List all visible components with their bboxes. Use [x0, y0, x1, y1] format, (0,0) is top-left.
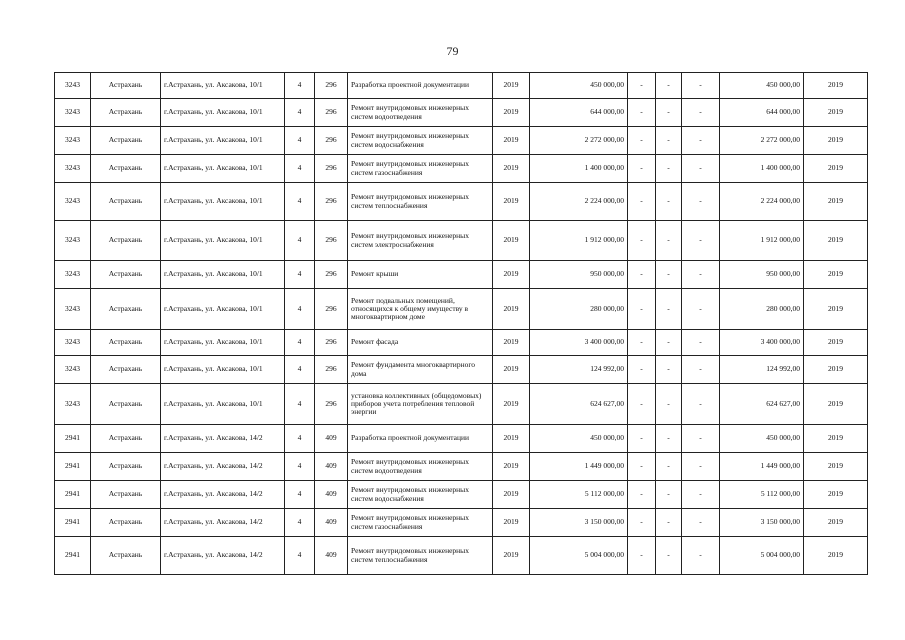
- cell-dash-2: -: [656, 289, 682, 330]
- cell-number: 296: [315, 356, 348, 384]
- cell-number: 296: [315, 261, 348, 289]
- table-row: [55, 425, 868, 453]
- cell-dash-2: -: [656, 155, 682, 183]
- cell-dash-3: -: [682, 384, 720, 425]
- cell-dash-1: -: [628, 155, 656, 183]
- cell-address: г.Астрахань, ул. Аксакова, 14/2: [161, 425, 285, 453]
- cell-address: г.Астрахань, ул. Аксакова, 10/1: [161, 99, 285, 127]
- cell-city: Астрахань: [91, 221, 161, 261]
- cell-total: 3 400 000,00: [720, 330, 804, 356]
- cell-entrances: 4: [285, 221, 315, 261]
- cell-entrances: 4: [285, 73, 315, 99]
- cell-year-2: 2019: [804, 221, 868, 261]
- cell-year-2: 2019: [804, 330, 868, 356]
- cell-dash-1: -: [628, 481, 656, 509]
- cell-dash-3: -: [682, 261, 720, 289]
- cell-number: 296: [315, 99, 348, 127]
- cell-cost: 3 400 000,00: [530, 330, 628, 356]
- cell-year: 2019: [493, 73, 530, 99]
- cell-work-type: Ремонт внутридомовых инженерных систем газоснабжения: [348, 509, 493, 537]
- cell-address: г.Астрахань, ул. Аксакова, 14/2: [161, 509, 285, 537]
- cell-total: 3 150 000,00: [720, 509, 804, 537]
- cell-code: 3243: [55, 289, 91, 330]
- cell-dash-2: -: [656, 261, 682, 289]
- cell-city: Астрахань: [91, 261, 161, 289]
- cell-dash-1: -: [628, 289, 656, 330]
- table-row: [55, 330, 868, 356]
- cell-number: 409: [315, 509, 348, 537]
- cell-city: Астрахань: [91, 183, 161, 221]
- cell-address: г.Астрахань, ул. Аксакова, 14/2: [161, 453, 285, 481]
- cell-entrances: 4: [285, 183, 315, 221]
- cell-cost: 2 224 000,00: [530, 183, 628, 221]
- cell-cost: 644 000,00: [530, 99, 628, 127]
- cell-year-2: 2019: [804, 155, 868, 183]
- cell-number: 296: [315, 127, 348, 155]
- cell-cost: 5 112 000,00: [530, 481, 628, 509]
- cell-dash-1: -: [628, 99, 656, 127]
- cell-city: Астрахань: [91, 356, 161, 384]
- cell-dash-1: -: [628, 330, 656, 356]
- cell-work-type: Разработка проектной документации: [348, 73, 493, 99]
- cell-entrances: 4: [285, 330, 315, 356]
- cell-number: 296: [315, 384, 348, 425]
- cell-entrances: 4: [285, 127, 315, 155]
- cell-number: 409: [315, 481, 348, 509]
- cell-dash-1: -: [628, 221, 656, 261]
- cell-cost: 5 004 000,00: [530, 537, 628, 575]
- cell-city: Астрахань: [91, 99, 161, 127]
- cell-dash-2: -: [656, 453, 682, 481]
- cell-total: 644 000,00: [720, 99, 804, 127]
- cell-dash-1: -: [628, 425, 656, 453]
- cell-dash-1: -: [628, 509, 656, 537]
- cell-dash-3: -: [682, 330, 720, 356]
- cell-dash-2: -: [656, 221, 682, 261]
- cell-dash-2: -: [656, 330, 682, 356]
- cell-total: 5 004 000,00: [720, 537, 804, 575]
- cell-code: 3243: [55, 183, 91, 221]
- cell-city: Астрахань: [91, 537, 161, 575]
- cell-year-2: 2019: [804, 261, 868, 289]
- cell-cost: 1 400 000,00: [530, 155, 628, 183]
- cell-city: Астрахань: [91, 73, 161, 99]
- cell-year-2: 2019: [804, 183, 868, 221]
- cell-entrances: 4: [285, 155, 315, 183]
- cell-code: 3243: [55, 261, 91, 289]
- cell-work-type: Ремонт внутридомовых инженерных систем водоотведения: [348, 453, 493, 481]
- table-row: [55, 509, 868, 537]
- cell-entrances: 4: [285, 384, 315, 425]
- cell-year: 2019: [493, 481, 530, 509]
- cell-dash-3: -: [682, 425, 720, 453]
- cell-year: 2019: [493, 183, 530, 221]
- cell-year-2: 2019: [804, 127, 868, 155]
- cell-city: Астрахань: [91, 330, 161, 356]
- table-row: [55, 261, 868, 289]
- cell-dash-3: -: [682, 481, 720, 509]
- cell-address: г.Астрахань, ул. Аксакова, 10/1: [161, 127, 285, 155]
- table-row: [55, 127, 868, 155]
- cell-entrances: 4: [285, 99, 315, 127]
- cell-cost: 1 912 000,00: [530, 221, 628, 261]
- cell-year: 2019: [493, 425, 530, 453]
- cell-code: 3243: [55, 73, 91, 99]
- cell-number: 296: [315, 155, 348, 183]
- cell-dash-3: -: [682, 221, 720, 261]
- cell-address: г.Астрахань, ул. Аксакова, 10/1: [161, 183, 285, 221]
- cell-work-type: Ремонт крыши: [348, 261, 493, 289]
- cell-total: 2 224 000,00: [720, 183, 804, 221]
- cell-code: 2941: [55, 453, 91, 481]
- cell-dash-2: -: [656, 481, 682, 509]
- cell-city: Астрахань: [91, 289, 161, 330]
- table-row: [55, 453, 868, 481]
- cell-year-2: 2019: [804, 356, 868, 384]
- cell-address: г.Астрахань, ул. Аксакова, 10/1: [161, 330, 285, 356]
- cell-entrances: 4: [285, 261, 315, 289]
- cell-year: 2019: [493, 261, 530, 289]
- cell-address: г.Астрахань, ул. Аксакова, 14/2: [161, 537, 285, 575]
- cell-cost: 1 449 000,00: [530, 453, 628, 481]
- cell-year: 2019: [493, 99, 530, 127]
- cell-number: 296: [315, 221, 348, 261]
- table-row: [55, 99, 868, 127]
- table-row: [55, 537, 868, 575]
- table-row: [55, 481, 868, 509]
- cell-cost: 450 000,00: [530, 73, 628, 99]
- cell-year: 2019: [493, 384, 530, 425]
- cell-work-type: Ремонт фундамента многоквартирного дома: [348, 356, 493, 384]
- cell-number: 409: [315, 425, 348, 453]
- cell-address: г.Астрахань, ул. Аксакова, 10/1: [161, 289, 285, 330]
- cell-dash-2: -: [656, 127, 682, 155]
- cell-dash-3: -: [682, 155, 720, 183]
- cell-number: 296: [315, 289, 348, 330]
- cell-year: 2019: [493, 356, 530, 384]
- cell-dash-2: -: [656, 384, 682, 425]
- table-row: [55, 356, 868, 384]
- cell-work-type: Ремонт внутридомовых инженерных систем газоснабжения: [348, 155, 493, 183]
- table-row: [55, 289, 868, 330]
- cell-address: г.Астрахань, ул. Аксакова, 10/1: [161, 384, 285, 425]
- cell-dash-1: -: [628, 453, 656, 481]
- cell-total: 450 000,00: [720, 73, 804, 99]
- cell-cost: 280 000,00: [530, 289, 628, 330]
- cell-city: Астрахань: [91, 384, 161, 425]
- cell-dash-1: -: [628, 356, 656, 384]
- cell-year: 2019: [493, 509, 530, 537]
- cell-cost: 124 992,00: [530, 356, 628, 384]
- cell-number: 409: [315, 453, 348, 481]
- table-row: [55, 183, 868, 221]
- cell-dash-3: -: [682, 99, 720, 127]
- cell-code: 3243: [55, 221, 91, 261]
- table-row: [55, 384, 868, 425]
- cell-total: 450 000,00: [720, 425, 804, 453]
- cell-city: Астрахань: [91, 425, 161, 453]
- cell-code: 3243: [55, 99, 91, 127]
- cell-address: г.Астрахань, ул. Аксакова, 10/1: [161, 356, 285, 384]
- cell-total: 2 272 000,00: [720, 127, 804, 155]
- cell-year-2: 2019: [804, 73, 868, 99]
- cell-year-2: 2019: [804, 453, 868, 481]
- cell-cost: 450 000,00: [530, 425, 628, 453]
- cell-year-2: 2019: [804, 509, 868, 537]
- table-row: [55, 73, 868, 99]
- cell-work-type: установка коллективных (общедомовых) приборов учета потребления тепловой энергии: [348, 384, 493, 425]
- cell-work-type: Ремонт внутридомовых инженерных систем водоотведения: [348, 99, 493, 127]
- cell-dash-3: -: [682, 537, 720, 575]
- page-number: 79: [446, 44, 459, 58]
- cell-code: 3243: [55, 384, 91, 425]
- cell-code: 3243: [55, 330, 91, 356]
- cell-number: 296: [315, 183, 348, 221]
- cell-number: 296: [315, 73, 348, 99]
- cell-work-type: Ремонт внутридомовых инженерных систем электроснабжения: [348, 221, 493, 261]
- cell-cost: 2 272 000,00: [530, 127, 628, 155]
- cell-dash-3: -: [682, 509, 720, 537]
- cell-cost: 950 000,00: [530, 261, 628, 289]
- cell-work-type: Ремонт внутридомовых инженерных систем теплоснабжения: [348, 183, 493, 221]
- cell-year-2: 2019: [804, 481, 868, 509]
- cell-total: 624 627,00: [720, 384, 804, 425]
- cell-year-2: 2019: [804, 537, 868, 575]
- cell-total: 5 112 000,00: [720, 481, 804, 509]
- cell-code: 2941: [55, 537, 91, 575]
- cell-city: Астрахань: [91, 453, 161, 481]
- cell-total: 950 000,00: [720, 261, 804, 289]
- cell-dash-2: -: [656, 99, 682, 127]
- cell-code: 3243: [55, 155, 91, 183]
- cell-city: Астрахань: [91, 481, 161, 509]
- cell-address: г.Астрахань, ул. Аксакова, 10/1: [161, 261, 285, 289]
- cell-dash-1: -: [628, 183, 656, 221]
- cell-entrances: 4: [285, 356, 315, 384]
- cell-dash-2: -: [656, 356, 682, 384]
- cell-year-2: 2019: [804, 99, 868, 127]
- cell-year: 2019: [493, 221, 530, 261]
- cell-dash-1: -: [628, 537, 656, 575]
- cell-dash-3: -: [682, 453, 720, 481]
- cell-entrances: 4: [285, 289, 315, 330]
- cell-number: 409: [315, 537, 348, 575]
- cell-city: Астрахань: [91, 127, 161, 155]
- cell-entrances: 4: [285, 481, 315, 509]
- cell-number: 296: [315, 330, 348, 356]
- cell-work-type: Разработка проектной документации: [348, 425, 493, 453]
- cell-dash-3: -: [682, 73, 720, 99]
- cell-work-type: Ремонт внутридомовых инженерных систем теплоснабжения: [348, 537, 493, 575]
- cell-code: 2941: [55, 425, 91, 453]
- cell-year: 2019: [493, 155, 530, 183]
- cell-code: 3243: [55, 356, 91, 384]
- cell-address: г.Астрахань, ул. Аксакова, 10/1: [161, 73, 285, 99]
- cell-dash-1: -: [628, 127, 656, 155]
- cell-dash-3: -: [682, 289, 720, 330]
- cell-year-2: 2019: [804, 384, 868, 425]
- cell-address: г.Астрахань, ул. Аксакова, 10/1: [161, 221, 285, 261]
- cell-address: г.Астрахань, ул. Аксакова, 10/1: [161, 155, 285, 183]
- cell-dash-2: -: [656, 509, 682, 537]
- cell-year-2: 2019: [804, 425, 868, 453]
- cell-year-2: 2019: [804, 289, 868, 330]
- cell-dash-2: -: [656, 183, 682, 221]
- cell-dash-2: -: [656, 425, 682, 453]
- cell-entrances: 4: [285, 425, 315, 453]
- cell-dash-3: -: [682, 183, 720, 221]
- cell-total: 1 400 000,00: [720, 155, 804, 183]
- cell-cost: 3 150 000,00: [530, 509, 628, 537]
- cell-dash-3: -: [682, 127, 720, 155]
- cell-work-type: Ремонт внутридомовых инженерных систем водоснабжения: [348, 127, 493, 155]
- cell-dash-1: -: [628, 261, 656, 289]
- table-row: [55, 155, 868, 183]
- cell-work-type: Ремонт внутридомовых инженерных систем водоснабжения: [348, 481, 493, 509]
- cell-city: Астрахань: [91, 509, 161, 537]
- cell-year: 2019: [493, 537, 530, 575]
- cell-total: 1 449 000,00: [720, 453, 804, 481]
- cell-year: 2019: [493, 330, 530, 356]
- works-table: [54, 72, 868, 575]
- cell-year: 2019: [493, 127, 530, 155]
- cell-dash-1: -: [628, 73, 656, 99]
- cell-code: 2941: [55, 509, 91, 537]
- cell-dash-2: -: [656, 73, 682, 99]
- cell-dash-2: -: [656, 537, 682, 575]
- cell-address: г.Астрахань, ул. Аксакова, 14/2: [161, 481, 285, 509]
- cell-dash-1: -: [628, 384, 656, 425]
- cell-total: 280 000,00: [720, 289, 804, 330]
- table-row: [55, 221, 868, 261]
- cell-work-type: Ремонт подвальных помещений, относящихся к общему имуществу в многоквартирном доме: [348, 289, 493, 330]
- cell-work-type: Ремонт фасада: [348, 330, 493, 356]
- cell-year: 2019: [493, 289, 530, 330]
- cell-entrances: 4: [285, 537, 315, 575]
- cell-entrances: 4: [285, 509, 315, 537]
- cell-year: 2019: [493, 453, 530, 481]
- cell-code: 2941: [55, 481, 91, 509]
- cell-city: Астрахань: [91, 155, 161, 183]
- cell-total: 124 992,00: [720, 356, 804, 384]
- cell-cost: 624 627,00: [530, 384, 628, 425]
- cell-code: 3243: [55, 127, 91, 155]
- cell-entrances: 4: [285, 453, 315, 481]
- cell-total: 1 912 000,00: [720, 221, 804, 261]
- cell-dash-3: -: [682, 356, 720, 384]
